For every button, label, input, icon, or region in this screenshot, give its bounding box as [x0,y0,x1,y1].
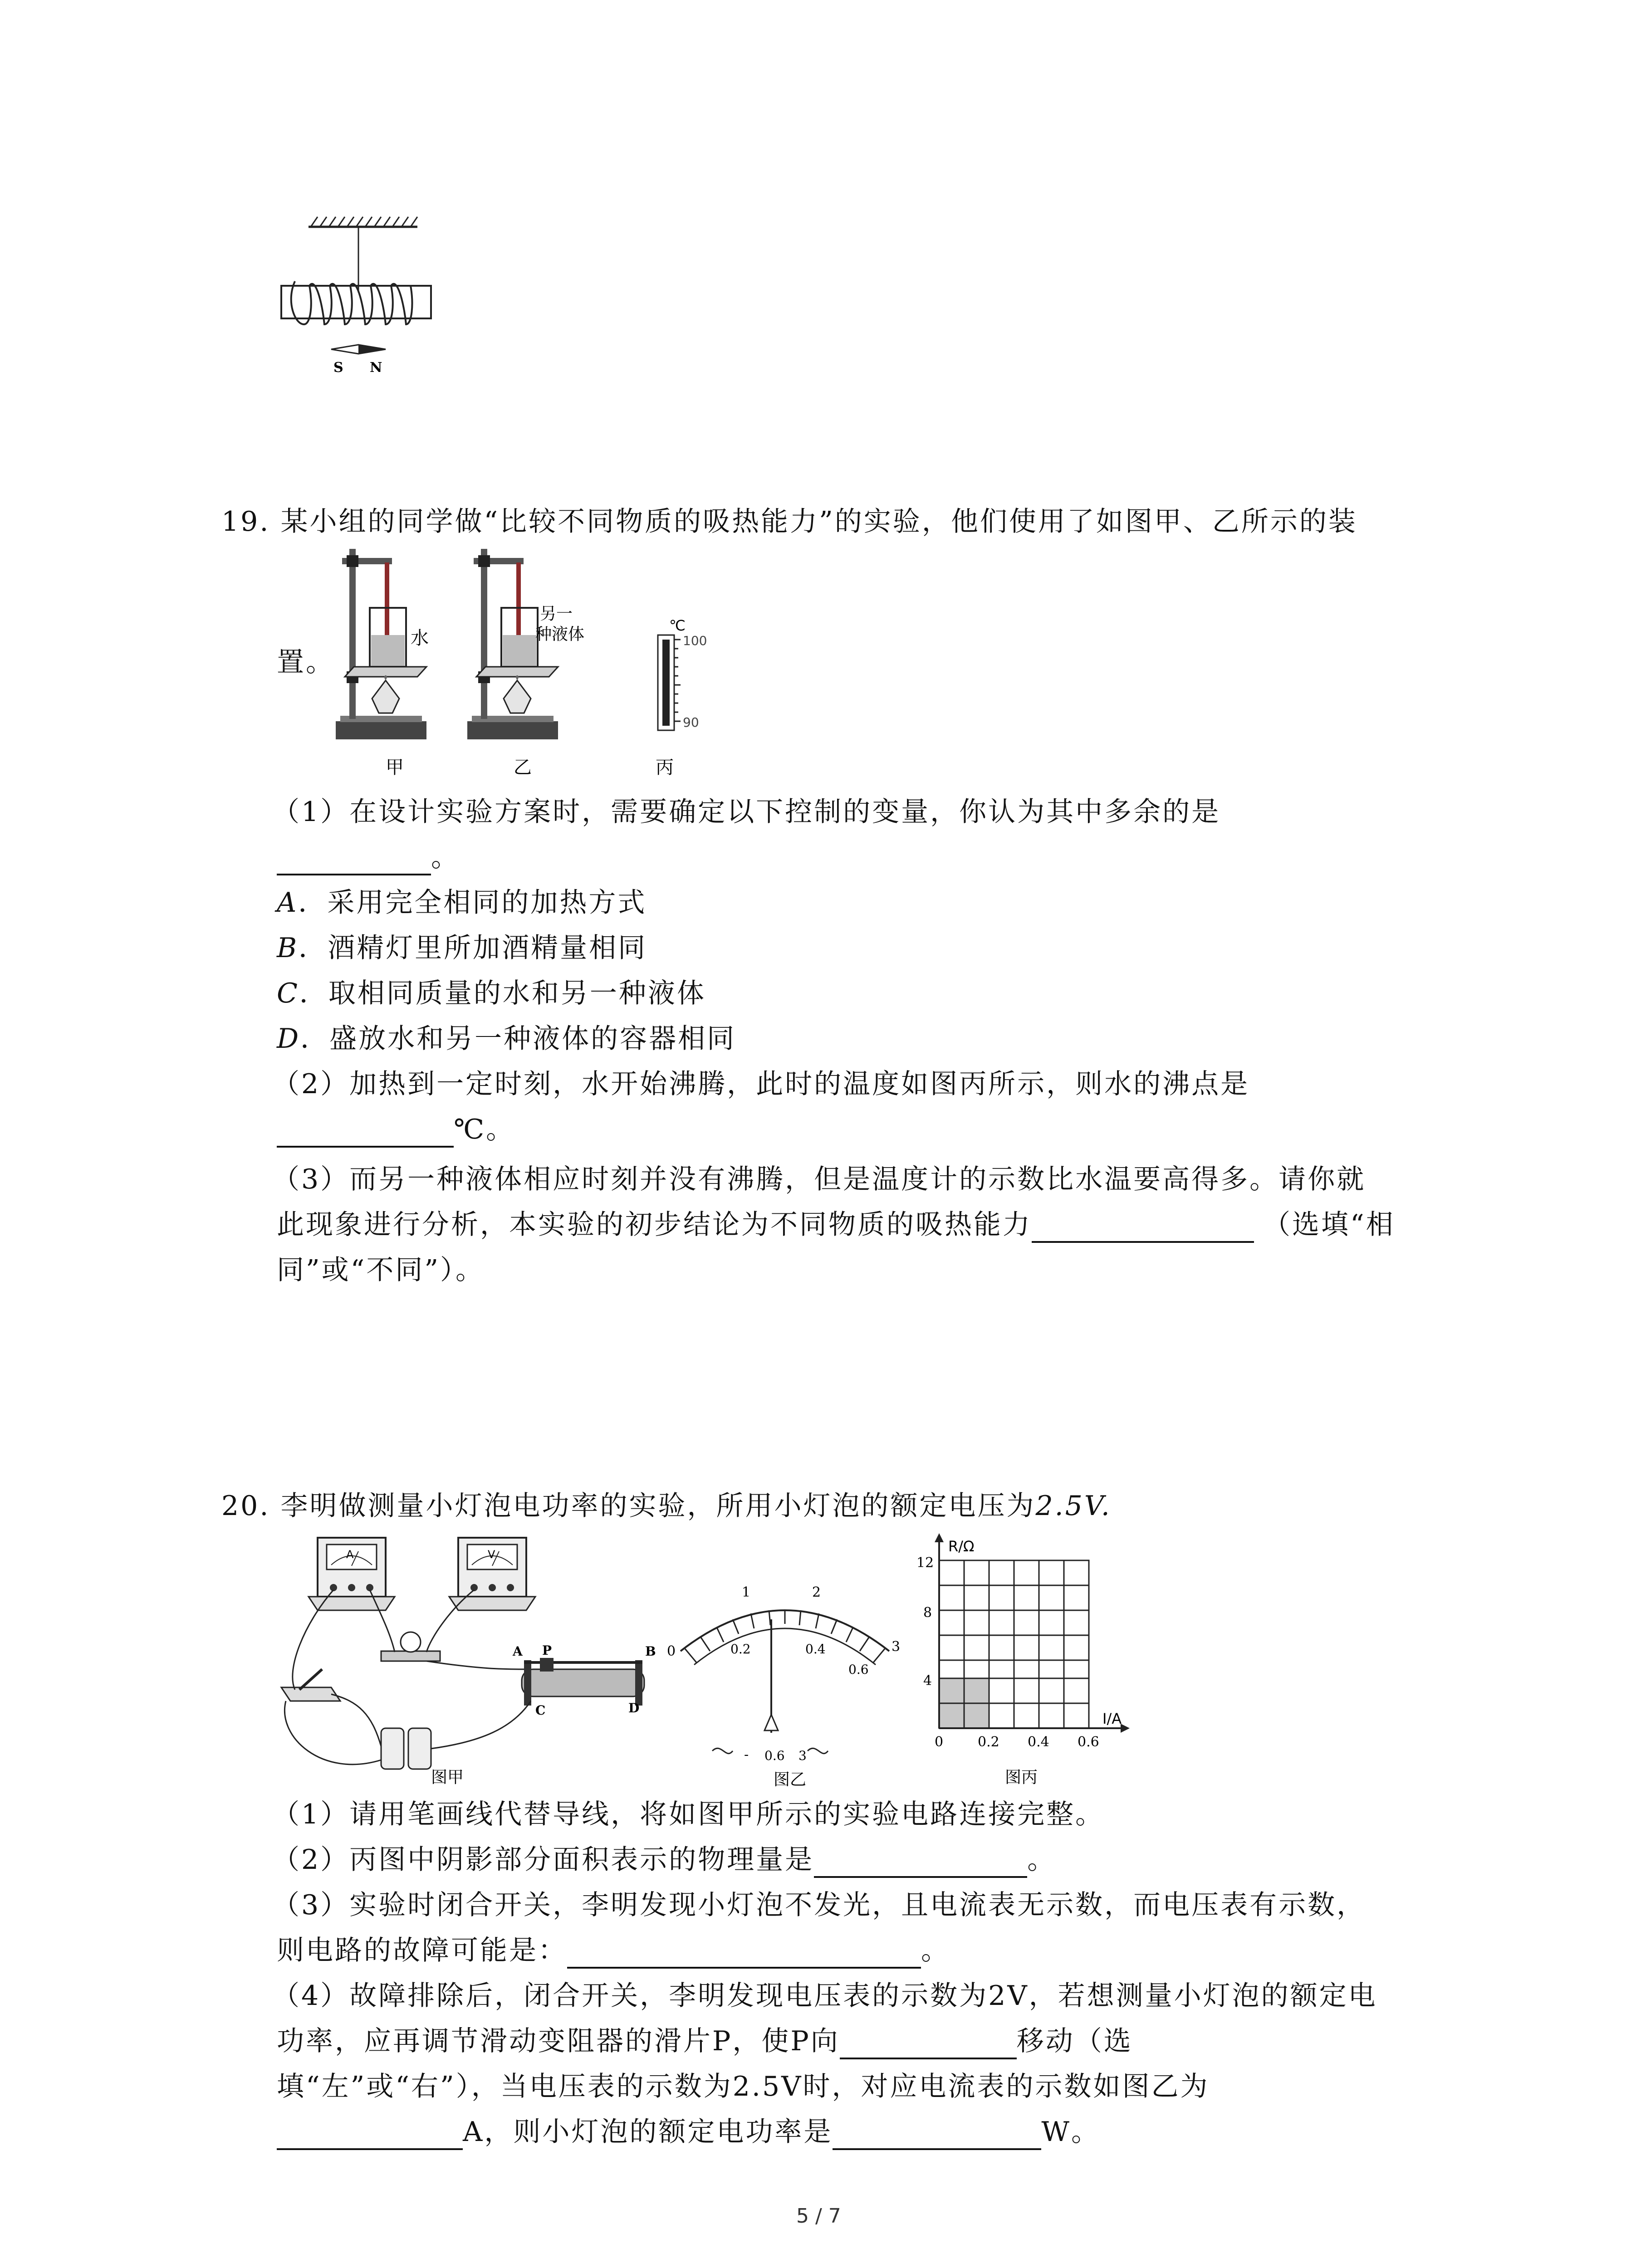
graph-xtick-02: 0.2 [978,1734,999,1750]
q19-part1-text: （1）在设计实验方案时，需要确定以下控制的变量，你认为其中多余的是 [272,796,1221,828]
rheostat-a-label: A [513,1644,523,1659]
q19-stem-line1: 19. 某小组的同学做“比较不同物质的吸热能力”的实验，他们使用了如图甲、乙所示的装 [221,506,1357,538]
q20-part4-line3: 填“左”或“右”），当电压表的示数为2.5V时，对应电流表的示数如图乙为 [277,2071,1210,2102]
other-liquid-label-1: 另一 [540,605,573,623]
thermometer-bing [658,617,707,730]
q19-option-c[interactable]: C．取相同质量的水和另一种液体 [277,978,706,1009]
q20-stem: 20. 李明做测量小灯泡电功率的实验，所用小灯泡的额定电压为2.5V. [221,1490,1112,1522]
rheostat-p-label: P [542,1643,552,1658]
meter-outer-2: 2 [812,1584,821,1600]
q20-part3-blank[interactable] [567,1939,921,1969]
q20-part4-power-blank[interactable] [833,2120,1041,2150]
q19-part3-line1: （3）而另一种液体相应时刻并没有沸腾，但是温度计的示数比水温要高得多。请你就 [272,1163,1366,1195]
q20-part3-line1: （3）实验时闭合开关，李明发现小灯泡不发光，且电流表无示数，而电压表有示数， [272,1889,1366,1921]
q19-option-d[interactable]: D．盛放水和另一种液体的容器相同 [277,1023,736,1055]
solenoid-figure [268,213,440,376]
caption-bing: 丙 [656,757,674,778]
q20-graph-figure [907,1533,1161,1787]
meter-terminal-3: 3 [798,1748,807,1763]
q19-part3-line2: 此现象进行分析，本实验的初步结论为不同物质的吸热能力 （选填“相 [277,1207,1395,1243]
graph-xlabel: I/A [1102,1710,1122,1727]
q20-part4-line4: A，则小灯泡的额定电功率是 W。 [277,2114,1100,2150]
q20-circuit-figure [277,1533,685,1787]
q20-meter-figure [662,1560,907,1787]
graph-xtick-04: 0.4 [1028,1734,1049,1750]
water-label: 水 [411,628,429,649]
q19-stem-line2: 置。 [277,646,335,678]
meter-terminal-06: 0.6 [764,1748,785,1763]
q19-option-a[interactable]: A．采用完全相同的加热方式 [277,887,647,919]
q19-part2-blank[interactable] [277,1118,454,1148]
meter-inner-02: 0.2 [730,1642,751,1657]
q20-part2: （2）丙图中阴影部分面积表示的物理量是 。 [272,1842,1056,1878]
meter-outer-1: 1 [742,1584,751,1600]
q20-part2-blank[interactable] [814,1848,1027,1878]
q20-part4-direction-blank[interactable] [840,2029,1017,2059]
meter-outer-3: 3 [892,1639,901,1655]
q20-part1: （1）请用笔画线代替导线，将如图甲所示的实验电路连接完整。 [272,1799,1105,1830]
page-number: 5 / 7 [796,2204,841,2228]
meter-caption: 图乙 [774,1770,807,1787]
thermo-100-label: 100 [683,633,707,648]
ammeter-label: A [346,1548,354,1561]
graph-caption: 图丙 [1005,1768,1038,1787]
rheostat-d-label: D [628,1701,640,1716]
other-liquid-label-2: 种液体 [535,625,585,644]
q19-option-b[interactable]: B．酒精灯里所加酒精量相同 [277,932,647,964]
voltmeter-label: V [488,1548,495,1561]
meter-terminal-minus: - [744,1747,749,1763]
q19-part1-answer-line: 。 [277,839,460,875]
meter-inner-04: 0.4 [805,1642,826,1657]
caption-jia: 甲 [386,757,404,778]
q20-part4-line1: （4）故障排除后，闭合开关，李明发现电压表的示数为2V，若想测量小灯泡的额定电 [272,1980,1377,2012]
q19-part3-blank[interactable] [1032,1213,1254,1243]
circuit-caption: 图甲 [431,1768,464,1787]
graph-ylabel: R/Ω [948,1538,975,1555]
thermo-90-label: 90 [683,715,699,730]
q19-part3-line3: 同”或“不同”）。 [277,1254,485,1286]
graph-ytick-0: 0 [935,1734,944,1750]
rheostat-b-label: B [645,1644,656,1659]
graph-ytick-12: 12 [916,1555,934,1571]
meter-inner-06: 0.6 [848,1662,869,1677]
caption-yi: 乙 [514,757,532,778]
graph-ytick-8: 8 [923,1605,932,1621]
apparatus-jia [336,549,429,739]
thermo-unit: ℃ [669,617,686,634]
q19-apparatus-figure [336,544,726,789]
q19-part2-text: （2）加热到一定时刻，水开始沸腾，此时的温度如图丙所示，则水的沸点是 [272,1068,1250,1100]
graph-xtick-06: 0.6 [1078,1734,1099,1750]
pole-s-label: S [333,360,343,376]
q20-part4-line2: 功率，应再调节滑动变阻器的滑片P，使P向 移动（选 [277,2023,1133,2059]
meter-outer-0: 0 [667,1643,676,1659]
rheostat-c-label: C [535,1703,546,1718]
graph-ytick-4: 4 [923,1673,932,1689]
q19-part2-answer-line: ℃。 [277,1111,515,1148]
pole-n-label: N [370,360,382,376]
q19-part1-blank[interactable] [277,846,431,875]
q20-part4-current-blank[interactable] [277,2120,463,2150]
apparatus-yi [467,549,584,739]
q20-part3-line2: 则电路的故障可能是： 。 [277,1932,950,1969]
